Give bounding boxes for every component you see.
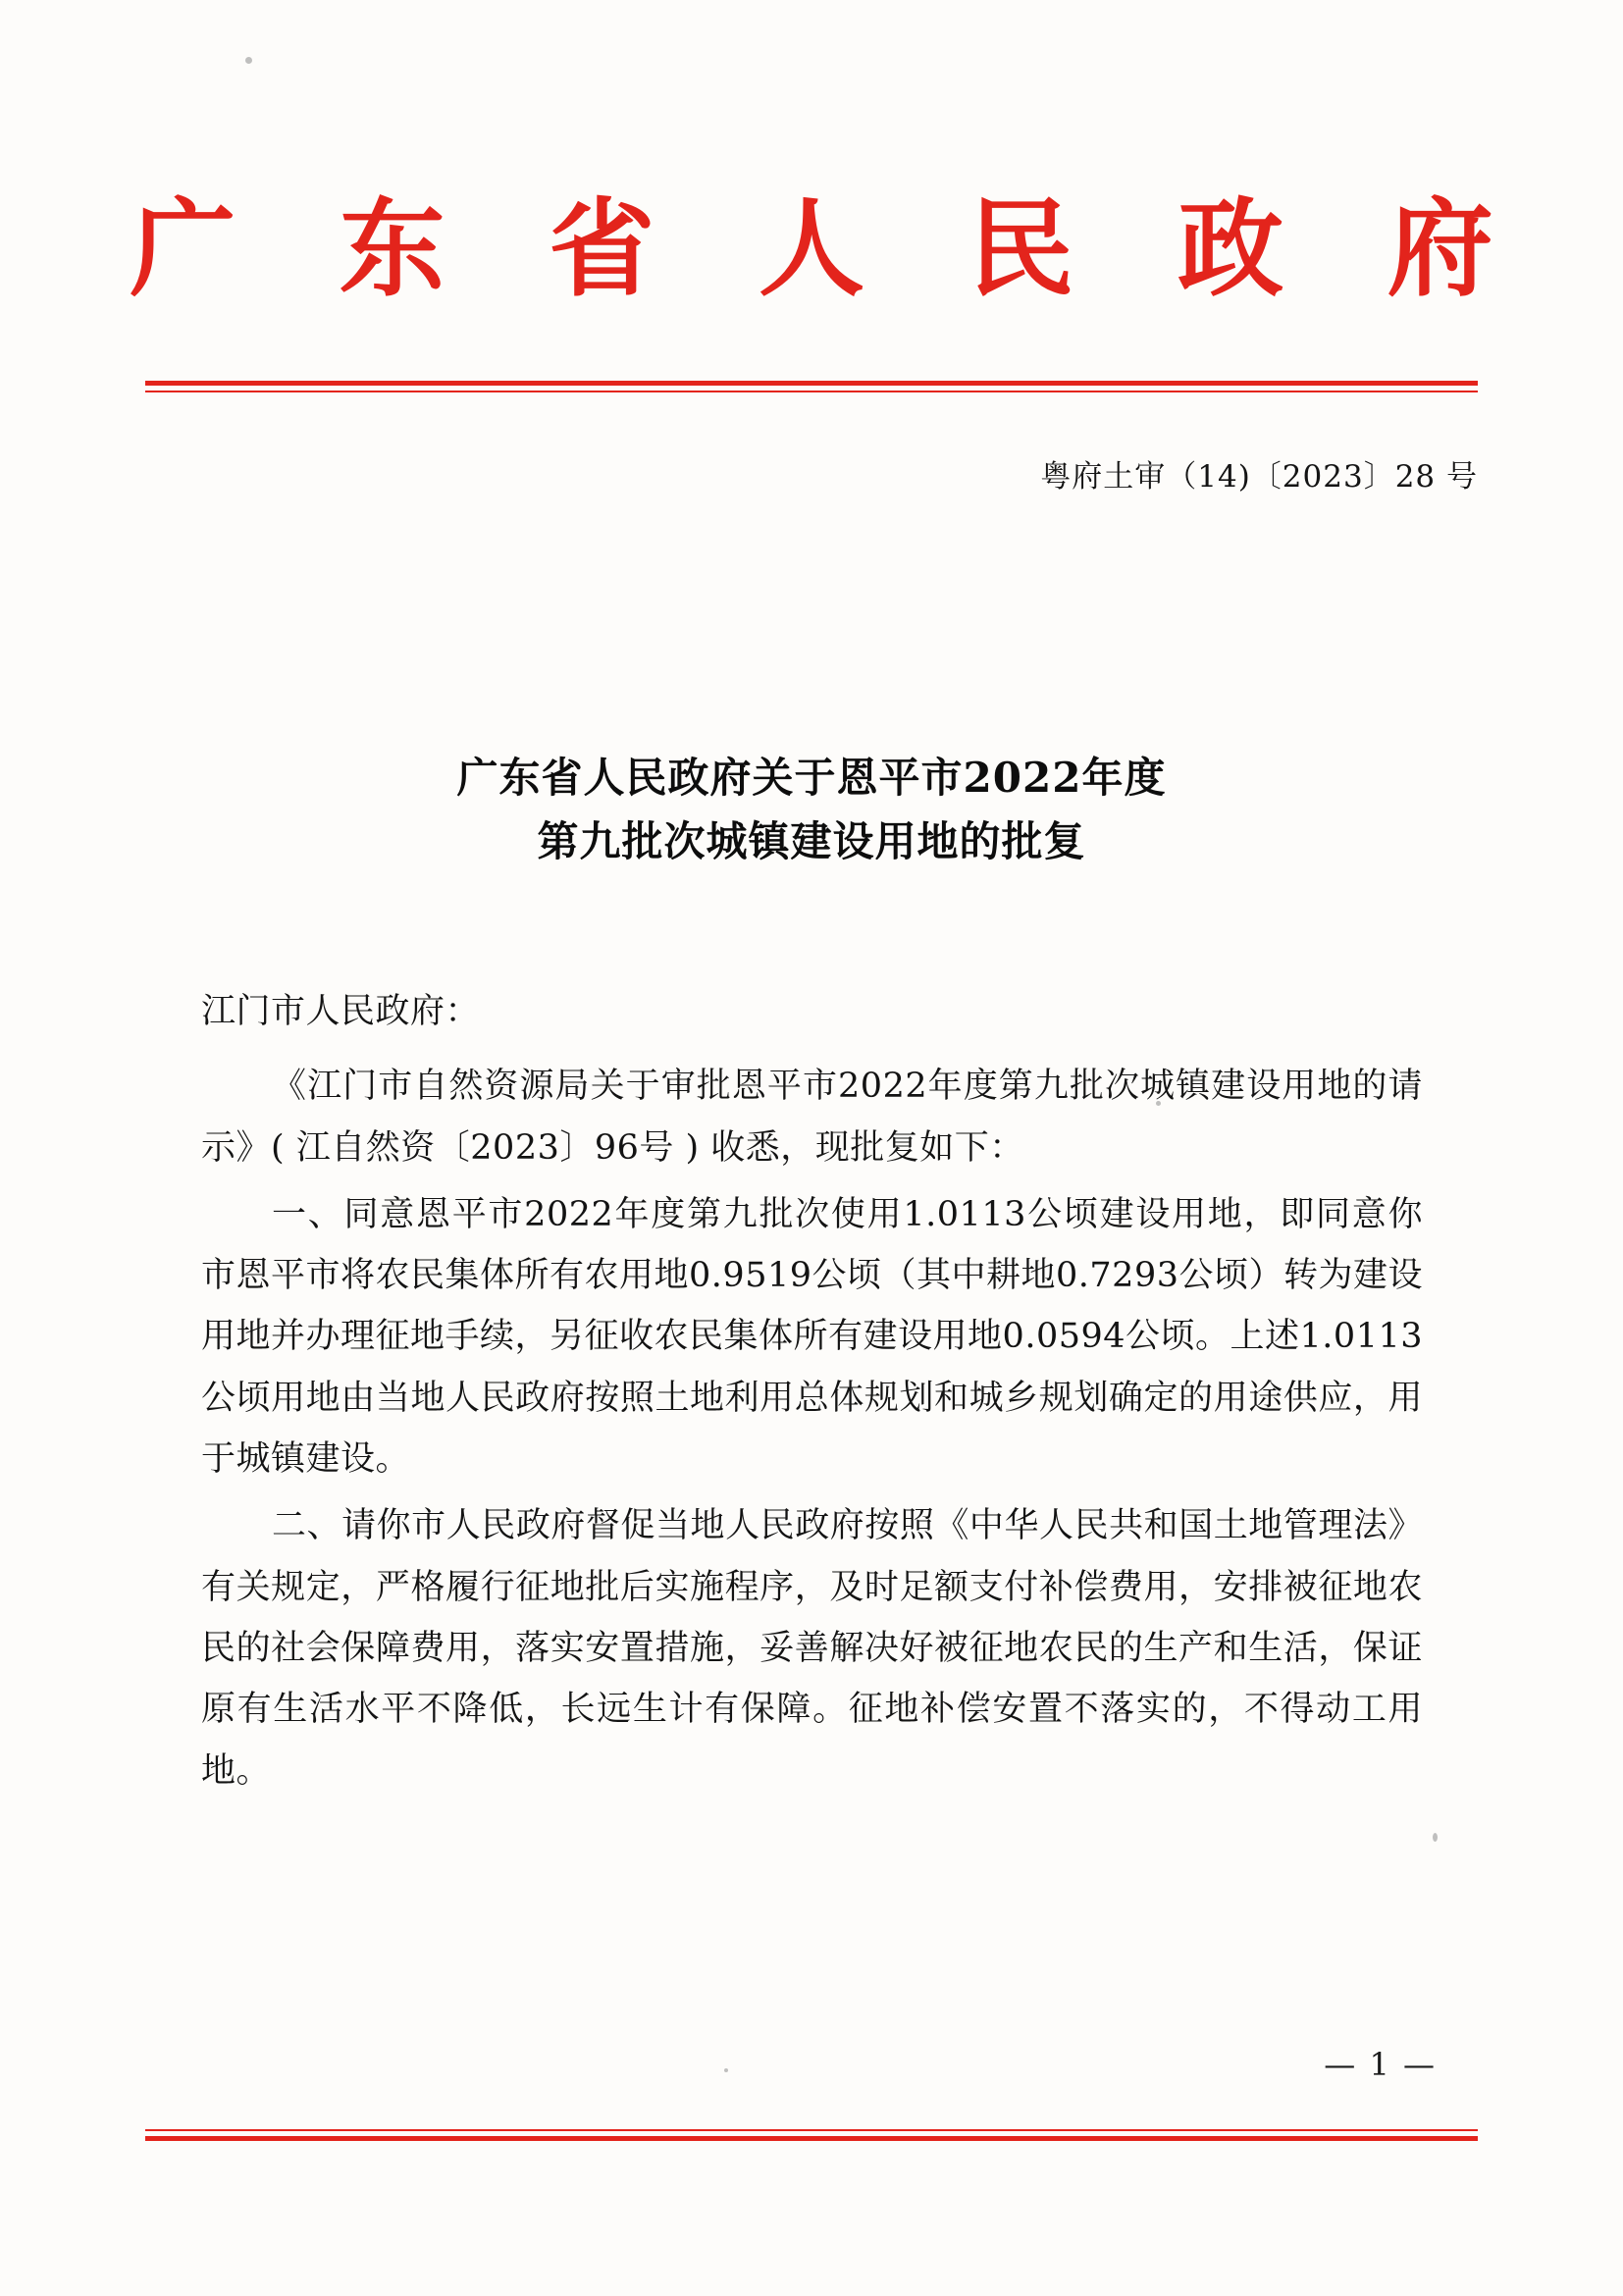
document-title [216, 746, 1407, 873]
scan-speck [724, 2068, 728, 2072]
document-title-line-1: 广东省人民政府关于恩平市2022年度 [456, 754, 1167, 802]
scan-speck [1433, 1833, 1438, 1842]
body-paragraph-3: 二、请你市人民政府督促当地人民政府按照《中华人民共和国土地管理法》有关规定，严格履行征地批后实施程序，及时足额支付补偿费用，安排被征地农民的社会保障费用，落实安置措施，妥善解决好被征地农民的生产和生活，保证原有生活水平不降低，长远生计有保障。征地补偿安置不落实的，不得动工用地。 [201, 1506, 1423, 1791]
footer-divider [145, 2129, 1478, 2141]
letterhead-organization-title: 广 东 省 人 民 政 府 [130, 187, 1527, 311]
divider-thin-line [145, 391, 1478, 392]
document-number: 粤府土审（14)〔2023〕28 号 [1040, 459, 1478, 495]
letterhead-divider [145, 381, 1478, 392]
footer-thick-line [145, 2136, 1478, 2141]
document-body [201, 981, 1423, 1807]
letterhead [0, 187, 1623, 311]
salutation: 江门市人民政府： [201, 992, 481, 1031]
document-title-line-2: 第九批次城镇建设用地的批复 [537, 817, 1086, 866]
page-number: — 1 — [1324, 2046, 1437, 2083]
scan-speck [245, 57, 252, 64]
body-paragraph-1: 《江门市自然资源局关于审批恩平市2022年度第九批次城镇建设用地的请示》( 江自然资〔2023〕96号 ) 收悉，现批复如下： [201, 1067, 1423, 1168]
body-paragraph-2: 一、同意恩平市2022年度第九批次使用1.0113公顷建设用地，即同意你市恩平市将农民集体所有农用地0.9519公顷（其中耕地0.7293公顷）转为建设用地并办理征地手续，另征收农民集体所有建设用地0.0594公顷。上述1.0113公顷用地由当地人民政府按照土地利用总体规划和城乡规划确定的用途供应，用于城镇建设。 [201, 1194, 1423, 1480]
